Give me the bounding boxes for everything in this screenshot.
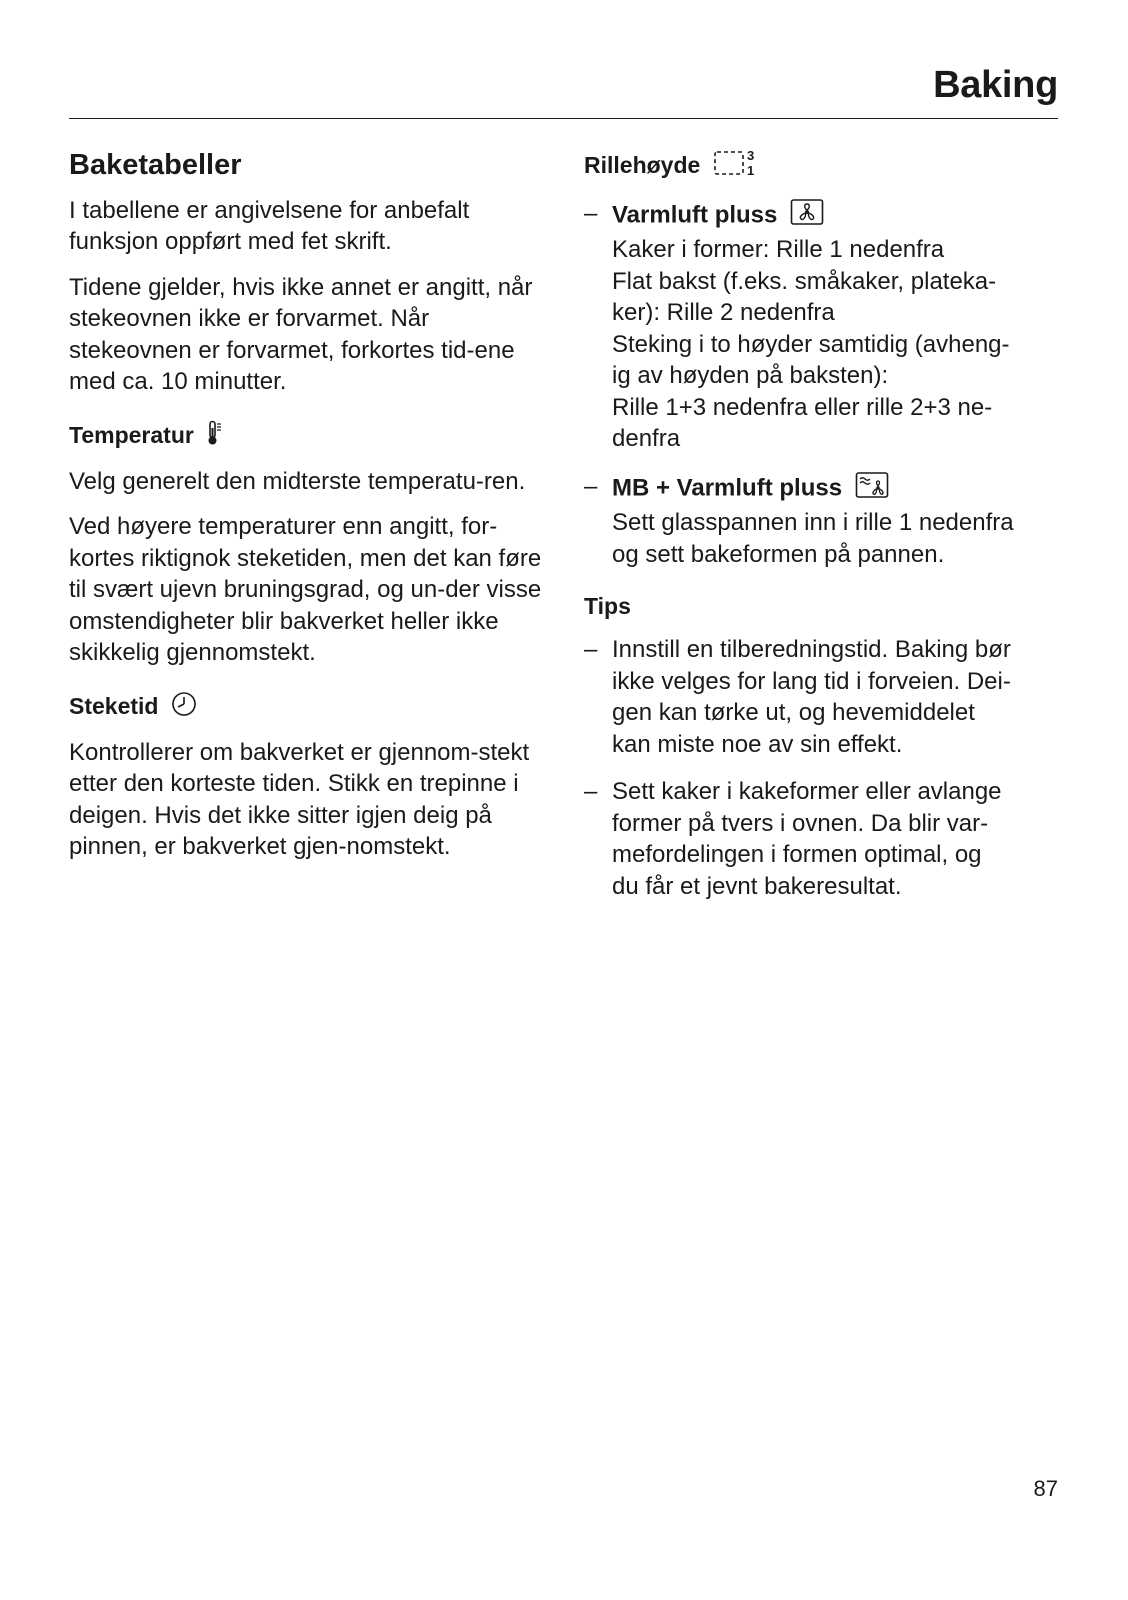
shelf-item-line: ker): Rille 2 nedenfra: [612, 299, 835, 327]
tip-line: gen kan tørke ut, og hevemiddelet: [612, 699, 975, 727]
shelf-item: [584, 198, 1062, 455]
bullet-dash: –: [584, 199, 598, 227]
section-heading: Baketabeller: [69, 149, 242, 181]
shelf-item-line: og sett bakeformen på pannen.: [612, 540, 945, 568]
clock-icon: [171, 691, 197, 725]
left-column: [69, 148, 554, 877]
shelf-item-line: Rille 1+3 nedenfra eller rille 2+3 ne-: [612, 393, 993, 421]
tip-item: [584, 776, 1062, 902]
tip-line: Innstill en tilberedningstid. Baking bør: [612, 636, 1011, 664]
tips-heading: Tips: [584, 593, 631, 620]
shelf-item-line: Flat bakst (f.eks. småkaker, plateka-: [612, 267, 997, 295]
shelf-level-icon: [713, 148, 757, 186]
page-section-title: Baking: [933, 64, 1058, 106]
shelf-heading-label: Rillehøyde: [584, 152, 701, 179]
shelf-heading: [584, 148, 1062, 186]
tip-line: du får et jevnt bakeresultat.: [612, 872, 902, 900]
temperature-paragraph-2: Ved høyere temperaturer enn angitt, for-kortes riktignok steketiden, men det kan føre til svært ujevn bruningsgrad, og un-der visse omstendigheter blir bakverket heller ikke skikkelig gjennomstekt.: [69, 513, 542, 667]
intro-paragraph-1: I tabellene er angivelsene for anbefalt funksjon oppført med fet skrift.: [69, 196, 470, 256]
tip-line: kan miste noe av sin effekt.: [612, 730, 903, 758]
shelf-icon-top: 3: [746, 148, 754, 163]
time-heading: [69, 691, 554, 725]
tip-line: ikke velges for lang tid i forveien. Dei-: [612, 667, 1011, 695]
time-paragraph-1: Kontrollerer om bakverket er gjennom-stekt etter den korteste tiden. Stikk en trepinne i deigen. Hvis det ikke sitter igjen deig på pinnen, er bakverket gjen-nomstekt.: [69, 738, 530, 861]
shelf-icon-bottom: 1: [746, 163, 754, 178]
bullet-dash: –: [584, 636, 598, 664]
shelf-item-line: Steking i to høyder samtidig (avheng-: [612, 330, 1010, 358]
shelf-item: [584, 471, 1062, 571]
shelf-item-line: Kaker i former: Rille 1 nedenfra: [612, 236, 945, 264]
tip-line: Sett kaker i kakeformer eller avlange: [612, 778, 1002, 806]
fan-icon: [790, 198, 824, 235]
right-column: [584, 148, 1062, 918]
tip-line: former på tvers i ovnen. Da blir var-: [612, 809, 989, 837]
page-number: 87: [1033, 1476, 1058, 1501]
thermometer-icon: [206, 420, 224, 454]
shelf-item-line: denfra: [612, 425, 681, 453]
tip-item: [584, 634, 1062, 760]
temperature-paragraph-1: Velg generelt den midterste temperatu-ren.: [69, 467, 526, 495]
temperature-heading-label: Temperatur: [69, 421, 194, 448]
shelf-item-title: Varmluft pluss: [612, 201, 778, 229]
shelf-item-title: MB + Varmluft pluss: [612, 474, 843, 502]
bullet-dash: –: [584, 778, 598, 806]
shelf-item-line: ig av høyden på baksten):: [612, 362, 889, 390]
time-heading-label: Steketid: [69, 692, 159, 719]
temperature-heading: [69, 420, 554, 454]
header-divider: [69, 118, 1058, 119]
tip-line: mefordelingen i formen optimal, og: [612, 841, 982, 869]
intro-paragraph-2: Tidene gjelder, hvis ikke annet er angitt, når stekeovnen ikke er forvarmet. Når stekeovnen er forvarmet, forkortes tid-ene med ca. 10 minutter.: [69, 273, 533, 396]
shelf-item-line: Sett glasspannen inn i rille 1 nedenfra: [612, 509, 1014, 537]
bullet-dash: –: [584, 472, 598, 500]
microwave-fan-icon: [855, 471, 889, 508]
